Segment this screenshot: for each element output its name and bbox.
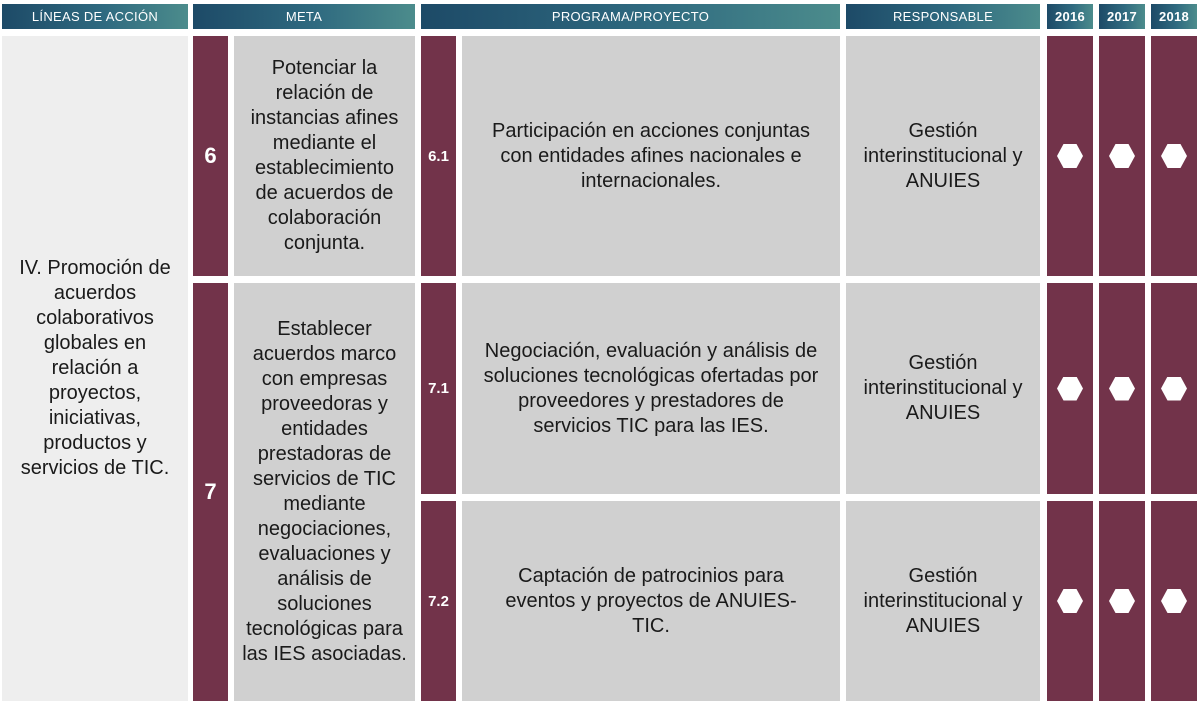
meta-text-cell [234,36,415,276]
meta-number-7 [193,283,228,701]
meta-number-label: 7 [204,479,217,504]
programa-number-label: 6.1 [428,147,449,165]
meta-number-6 [193,36,228,276]
year-cell-2016 [1047,36,1093,276]
year-cell-2017 [1099,283,1145,494]
programa-number-label: 7.2 [428,592,449,610]
year-cell-2017 [1099,501,1145,701]
hexagon-marker-icon [1161,144,1187,168]
hexagon-marker-icon [1109,377,1135,401]
hexagon-marker-icon [1161,377,1187,401]
responsable-text: Gestión interinstitucional y ANUIES [863,352,1023,424]
header-lineas-de-accion: LÍNEAS DE ACCIÓN [2,4,188,29]
meta-text-cell [234,283,415,701]
meta-number-label: 6 [204,143,217,168]
header-year-2017: 2017 [1099,4,1145,29]
year-cell-2017 [1099,36,1145,276]
hexagon-marker-icon [1057,377,1083,401]
hexagon-marker-icon [1109,144,1135,168]
responsable-cell [846,501,1040,701]
year-cell-2018 [1151,283,1197,494]
linea-accion-text: IV. Promoción de acuerdos colaborativos globales en relación a proyectos, iniciativas, productos y servicios de TIC. [19,257,171,479]
hexagon-marker-icon [1057,144,1083,168]
header-responsable: RESPONSABLE [846,4,1040,29]
programa-text-cell [462,36,840,276]
meta-text: Potenciar la relación de instancias afines mediante el establecimiento de acuerdos de colaboración conjunta. [250,57,399,254]
programa-number-7-2 [421,501,456,701]
responsable-cell [846,283,1040,494]
header-year-2018: 2018 [1151,4,1197,29]
programa-number-label: 7.1 [428,380,449,397]
meta-text: Establecer acuerdos marco con empresas proveedoras y entidades prestadoras de servicios de TIC mediante negociaciones, evaluaciones y análisis de soluciones tecnológicas para las IES asociadas. [242,318,407,665]
year-cell-2018 [1151,36,1197,276]
linea-accion-cell [2,36,188,701]
programa-text: Participación en acciones conjuntas con entidades afines nacionales e internacionales. [492,119,810,192]
header-year-2016: 2016 [1047,4,1093,29]
hexagon-marker-icon [1161,589,1187,613]
header-programa-proyecto: PROGRAMA/PROYECTO [421,4,840,29]
header-meta: META [193,4,415,29]
responsable-text: Gestión interinstitucional y ANUIES [863,564,1023,637]
programa-text: Negociación, evaluación y análisis de soluciones tecnológicas ofertadas por proveedores y prestadores de servicios TIC para las IES. [483,339,819,437]
programa-number-7-1 [421,283,456,494]
programa-text-cell [462,283,840,494]
programa-text: Captación de patrocinios para eventos y proyectos de ANUIES-TIC. [505,564,797,637]
responsable-text: Gestión interinstitucional y ANUIES [863,119,1023,192]
responsable-cell [846,36,1040,276]
year-cell-2018 [1151,501,1197,701]
year-cell-2016 [1047,283,1093,494]
hexagon-marker-icon [1057,589,1083,613]
programa-text-cell [462,501,840,701]
programa-number-6-1 [421,36,456,276]
hexagon-marker-icon [1109,589,1135,613]
year-cell-2016 [1047,501,1093,701]
